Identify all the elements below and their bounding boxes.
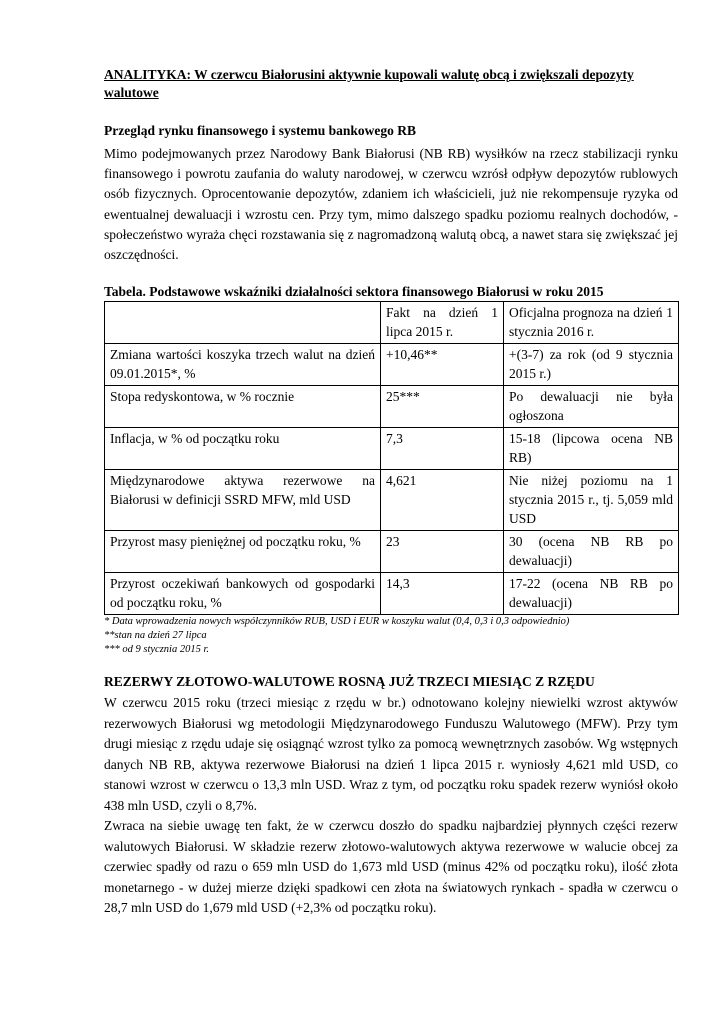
table-cell: 30 (ocena NB RB po dewaluacji) [504, 531, 679, 573]
table-footnote: * Data wprowadzenia nowych współczynników RUB, USD i EUR w koszyku walut (0,4, 0,3 i 0,3 odpowiednio) [104, 616, 570, 628]
section-heading-reserves: REZERWY ZŁOTOWO-WALUTOWE ROSNĄ JUŻ TRZECI MIESIĄC Z RZĘDU [104, 674, 595, 690]
table-cell: Międzynarodowe aktywa rezerwowe na Białorusi w definicji SSRD MFW, mld USD [105, 470, 381, 531]
table-footnote: *** od 9 stycznia 2015 r. [104, 644, 209, 656]
table-cell: 17-22 (ocena NB RB po dewaluacji) [504, 573, 679, 615]
table-header-cell: Fakt na dzień 1 lipca 2015 r. [381, 302, 504, 344]
table-row [105, 386, 679, 428]
document-page [104, 66, 678, 919]
table-row [105, 470, 679, 531]
section-paragraph-reserves-2: Zwraca na siebie uwagę ten fakt, że w czerwcu doszło do spadku najbardziej płynnych części rezerw walutowych Białorusi. W składzie rezerw złotowo-walutowych aktywa rezerwowe w walucie obcej za czerwiec spadły od razu o 659 mln USD do 1,673 mld USD (minus 42% od początku roku), ilość złota monetarnego - w dużej mierze dzięki spadkowi cen złota na światowych rynkach - spadła w czerwcu o 28,7 mln USD do 1,679 mld USD (+2,3% od początku roku). [104, 818, 678, 916]
table-header-cell [105, 302, 381, 344]
table-cell: 15-18 (lipcowa ocena NB RB) [504, 428, 679, 470]
table-cell: 14,3 [381, 573, 504, 615]
table-cell: 25*** [381, 386, 504, 428]
indicators-table [104, 301, 679, 615]
table-cell: Nie niżej poziomu na 1 stycznia 2015 r., tj. 5,059 mld USD [504, 470, 679, 531]
table-cell: 23 [381, 531, 504, 573]
table-row [105, 573, 679, 615]
table-cell: 7,3 [381, 428, 504, 470]
table-header-cell: Oficjalna prognoza na dzień 1 stycznia 2016 r. [504, 302, 679, 344]
table-caption: Tabela. Podstawowe wskaźniki działalności sektora finansowego Białorusi w roku 2015 [104, 284, 604, 300]
table-cell: Zmiana wartości koszyka trzech walut na dzień 09.01.2015*, % [105, 344, 381, 386]
table-cell: +10,46** [381, 344, 504, 386]
table-header-row [105, 302, 679, 344]
table-cell: +(3-7) za rok (od 9 stycznia 2015 r.) [504, 344, 679, 386]
table-cell: Przyrost masy pieniężnej od początku roku, % [105, 531, 381, 573]
section-paragraph-reserves-1: W czerwcu 2015 roku (trzeci miesiąc z rzędu w br.) odnotowano kolejny niewielki wzrost aktywów rezerwowych Białorusi wg metodologii Międzynarodowego Funduszu Walutowego (MFW). Przy tym drugi miesiąc z rzędu udaje się osiągnąć wzrost tylko za pomocą wewnętrznych zasobów. Wg wstępnych danych NB RB, aktywa rezerwowe Białorusi na dzień 1 lipca 2015 r. wyniosły 4,621 mld USD, co stanowi wzrost w czerwcu o 13,3 mln USD. Wraz z tym, od początku roku spadek rezerw wyniósł około 438 mln USD, czyli o 8,7%. [104, 695, 678, 813]
table-cell: Przyrost oczekiwań bankowych od gospodarki od początku roku, % [105, 573, 381, 615]
table-row [105, 531, 679, 573]
table-row [105, 428, 679, 470]
article-title: ANALITYKA: W czerwcu Białorusini aktywnie kupowali walutę obcą i zwiększali depozyty walutowe [104, 67, 634, 100]
table-cell: Stopa redyskontowa, w % rocznie [105, 386, 381, 428]
table-footnote: **stan na dzień 27 lipca [104, 630, 207, 642]
table-cell: Po dewaluacji nie była ogłoszona [504, 386, 679, 428]
section-heading-market: Przegląd rynku finansowego i systemu bankowego RB [104, 123, 417, 138]
table-cell: Inflacja, w % od początku roku [105, 428, 381, 470]
table-row [105, 344, 679, 386]
table-cell: 4,621 [381, 470, 504, 531]
section-paragraph-market: Mimo podejmowanych przez Narodowy Bank Białorusi (NB RB) wysiłków na rzecz stabilizacji rynku finansowego i powrotu zaufania do waluty narodowej, w czerwcu wzrósł odpływ depozytów rublowych osób fizycznych. Oprocentowanie depozytów, zdaniem ich właścicieli, już nie rekompensuje ryzyka od ewentualnej dewaluacji i wzrostu cen. Przy tym, mimo dalszego spadku poziomu realnych dochodów, - społeczeństwo wyraża chęci rozstawania się z nagromadzoną walutą obcą, a nawet stara się zwiększać jej oszczędności. [104, 146, 678, 263]
